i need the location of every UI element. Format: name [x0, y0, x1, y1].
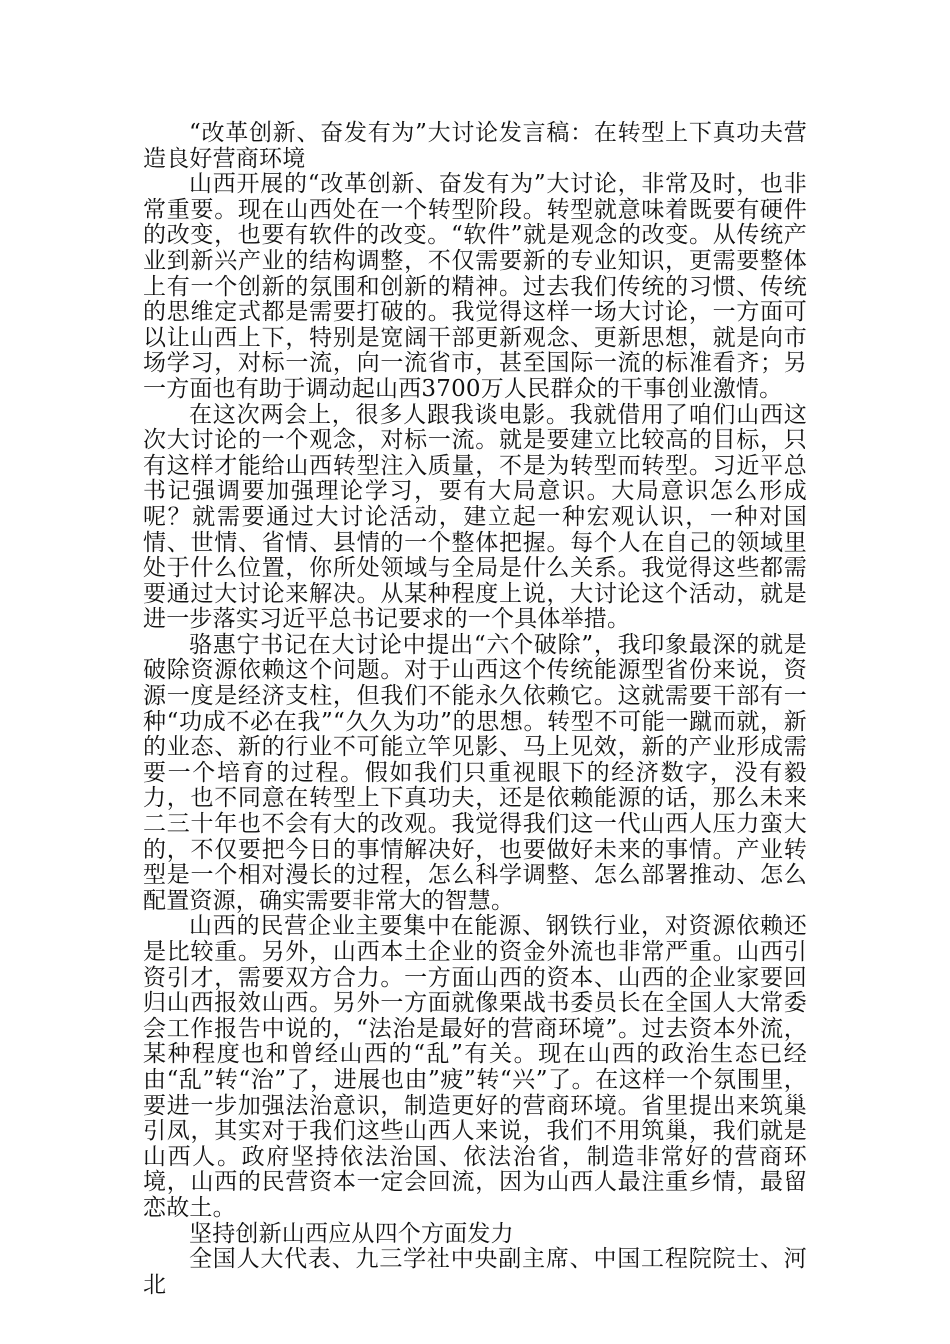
document-page — [143, 121, 807, 1298]
paragraph-4: 山西的民营企业主要集中在能源、钢铁行业，对资源依赖还是比较重。另外，山西本土企业的资金外流也非常严重。山西引资引才，需要双方合力。一方面山西的资本、山西的企业家要回归山西报效山西。另外一方面就像栗战书委员长在全国人大常委会工作报告中说的，“法治是最好的营商环境”。过去资本外流，某种程度也和曾经山西的“乱”有关。现在山西的政治生态已经由“乱”转“治”了，进展也由”疲”转“兴”了。在这样一个氛围里，要进一步加强法治意识，制造更好的营商环境。省里提出来筑巢引凤，其实对于我们这些山西人来说，我们不用筑巢，我们就是山西人。政府坚持依法治国、依法治省，制造非常好的营商环境，山西的民营资本一定会回流，因为山西人最注重乡情，最留恋故土。 — [143, 913, 807, 1221]
paragraph-2: 在这次两会上，很多人跟我谈电影。我就借用了咱们山西这次大讨论的一个观念，对标一流。就是要建立比较高的目标，只有这样才能给山西转型注入质量，不是为转型而转型。习近平总书记强调要加强理论学习，要有大局意识。大局意识怎么形成呢？就需要通过大讨论活动，建立起一种宏观认识，一种对国情、世情、省情、县情的一个整体把握。每个人在自己的领域里处于什么位置，你所处领域与全局是什么关系。我觉得这些都需要通过大讨论来解决。从某种程度上说，大讨论这个活动，就是进一步落实习近平总书记要求的一个具体举措。 — [143, 401, 807, 633]
paragraph-5: 全国人大代表、九三学社中央副主席、中国工程院院士、河北 — [143, 1246, 807, 1298]
paragraph-3: 骆惠宁书记在大讨论中提出“六个破除”，我印象最深的就是破除资源依赖这个问题。对于山西这个传统能源型省份来说，资源一度是经济支柱，但我们不能永久依赖它。这就需要干部有一种“功成不必在我”“久久为功”的思想。转型不可能一蹴而就，新的业态、新的行业不可能立竿见影、马上见效，新的产业形成需要一个培育的过程。假如我们只重视眼下的经济数字，没有毅力，也不同意在转型上下真功夫，还是依赖能源的话，那么未来二三十年也不会有大的改观。我觉得我们这一代山西人压力蛮大的，不仅要把今日的事情解决好，也要做好未来的事情。产业转型是一个相对漫长的过程，怎么科学调整、怎么部署推动、怎么配置资源，确实需要非常大的智慧。 — [143, 631, 807, 914]
section-heading: 坚持创新山西应从四个方面发力 — [189, 1220, 514, 1247]
paragraph-1: 山西开展的“改革创新、奋发有为”大讨论，非常及时，也非常重要。现在山西处在一个转型阶段。转型就意味着既要有硬件的改变，也要有软件的改变。“软件”就是观念的改变。从传统产业到新兴产业的结构调整，不仅需要新的专业知识，更需要整体上有一个创新的氛围和创新的精神。过去我们传统的习惯、传统的思维定式都是需要打破的。我觉得这样一场大讨论，一方面可以让山西上下，特别是宽阔干部更新观念、更新思想，就是向市场学习，对标一流，向一流省市，甚至国际一流的标准看齐；另一方面也有助于调动起山西3700万人民群众的干事创业激情。 — [143, 171, 807, 402]
document-title: “改革创新、奋发有为”大讨论发言稿：在转型上下真功夫营造良好营商环境 — [143, 120, 807, 172]
